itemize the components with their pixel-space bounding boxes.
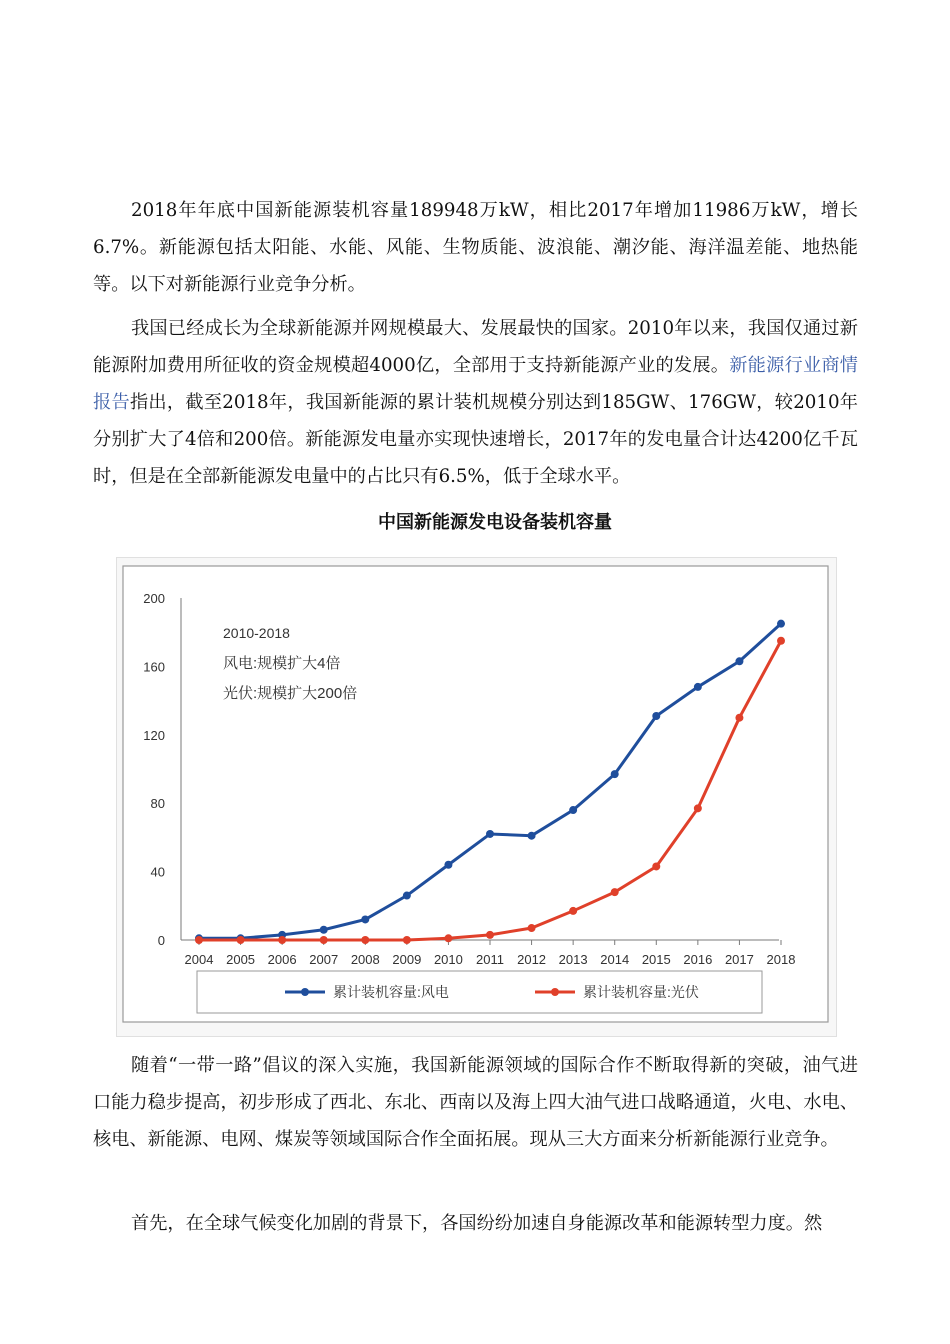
data-point [278, 936, 286, 944]
x-tick-label: 2004 [184, 952, 214, 967]
data-point [569, 806, 577, 814]
y-tick-label: 80 [150, 796, 165, 812]
y-tick-label: 200 [143, 591, 165, 606]
chart-svg [117, 558, 836, 1036]
x-tick-label: 2005 [226, 952, 256, 967]
x-tick-label: 2013 [558, 952, 588, 967]
data-point [569, 907, 577, 915]
y-tick-label: 0 [157, 933, 165, 948]
data-point [611, 770, 619, 778]
data-point [611, 888, 619, 896]
paragraph-1: 2018年年底中国新能源装机容量189948万kW，相比2017年增加11986万kW，增长6.7%。新能源包括太阳能、水能、风能、生物质能、波浪能、潮汐能、海洋温差能、地热能等。以下对新能源行业竞争分析。 [93, 200, 858, 295]
data-point [444, 934, 452, 942]
paragraph-2-text-a: 我国已经成长为全球新能源并网规模最大、发展最快的国家。2010年以来，我国仅通过新能源附加费用所征收的资金规模超4000亿，全部用于支持新能源产业的发展。 [93, 318, 858, 376]
y-tick-label: 40 [150, 864, 165, 880]
data-point [652, 862, 660, 870]
x-tick-label: 2010 [433, 952, 463, 967]
data-point [403, 936, 411, 944]
chart-figure [116, 557, 837, 1037]
data-point [735, 657, 743, 665]
data-point [652, 712, 660, 720]
legend-swatch-marker [551, 988, 559, 996]
data-point [735, 714, 743, 722]
y-tick-label: 160 [143, 659, 165, 675]
x-tick-label: 2007 [309, 952, 339, 967]
data-point [528, 924, 536, 932]
report-link[interactable]: 新能源行业商情报告 [93, 355, 858, 413]
paragraph-2 [93, 310, 858, 495]
x-tick-label: 2016 [683, 952, 713, 967]
x-tick-label: 2015 [641, 952, 671, 967]
paragraph-3: 随着“一带一路”倡议的深入实施，我国新能源领域的国际合作不断取得新的突破，油气进口能力稳步提高，初步形成了西北、东北、西南以及海上四大油气进口战略通道，火电、水电、核电、新能源、电网、煤炭等领域国际合作全面拓展。现从三大方面来分析新能源行业竞争。 [93, 1055, 858, 1150]
data-point [528, 832, 536, 840]
legend-label: 累计装机容量:光伏 [583, 984, 699, 1000]
data-point [320, 926, 328, 934]
annotation-text: 风电:规模扩大4倍 [223, 655, 341, 672]
legend-label: 累计装机容量:风电 [333, 984, 449, 1000]
annotation-text: 2010-2018 [223, 625, 290, 641]
paragraph-2-text-b: 指出，截至2018年，我国新能源的累计装机规模分别达到185GW、176GW，较2010年分别扩大了4倍和200倍。新能源发电量亦实现快速增长，2017年的发电量合计达4200亿千瓦时，但是在全部新能源发电量中的占比只有6.5%，低于全球水平。 [93, 392, 858, 487]
x-tick-label: 2017 [724, 952, 754, 967]
data-point [486, 830, 494, 838]
x-tick-label: 2006 [267, 952, 297, 967]
x-tick-label: 2008 [350, 952, 380, 967]
data-point [403, 892, 411, 900]
figure-caption: 中国新能源发电设备装机容量 [378, 512, 612, 533]
data-point [361, 936, 369, 944]
data-point [694, 683, 702, 691]
legend-swatch-marker [301, 988, 309, 996]
data-point [237, 936, 245, 944]
x-tick-label: 2009 [392, 952, 422, 967]
x-tick-label: 2012 [517, 952, 547, 967]
data-point [486, 931, 494, 939]
data-point [777, 620, 785, 628]
data-point [777, 637, 785, 645]
data-point [320, 936, 328, 944]
data-point [361, 915, 369, 923]
data-point [444, 861, 452, 869]
x-tick-label: 2011 [476, 952, 504, 967]
y-tick-label: 120 [143, 727, 165, 743]
paragraph-4: 首先，在全球气候变化加剧的背景下，各国纷纷加速自身能源改革和能源转型力度。然 [131, 1213, 823, 1234]
annotation-text: 光伏:规模扩大200倍 [223, 685, 358, 702]
data-point [195, 936, 203, 944]
data-point [694, 804, 702, 812]
x-tick-label: 2018 [766, 952, 796, 967]
x-tick-label: 2014 [600, 952, 630, 967]
